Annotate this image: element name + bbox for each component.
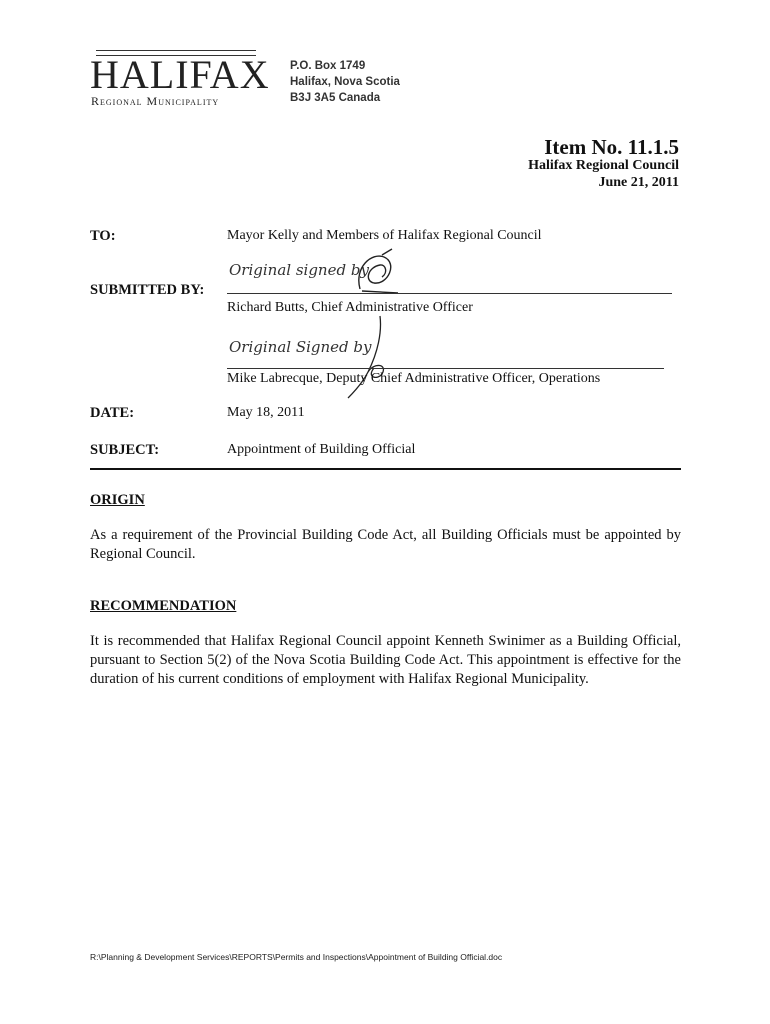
section-divider <box>90 468 681 470</box>
address-line: Halifax, Nova Scotia <box>290 76 400 88</box>
subject-value: Appointment of Building Official <box>227 442 416 457</box>
date-label: DATE: <box>90 405 135 421</box>
signature-line <box>227 368 664 369</box>
item-number: Item No. 11.1.5 <box>544 135 679 159</box>
signature-note: Original Signed by <box>229 338 372 356</box>
signature-note: Original signed by <box>229 261 369 279</box>
submitted-by-label: SUBMITTED BY: <box>90 282 205 298</box>
signature-mark <box>352 247 402 297</box>
file-path-footer: R:\Planning & Development Services\REPORTS\Permits and Inspections\Appointment of Building Official.doc <box>90 952 503 962</box>
submitter-name: Mike Labrecque, Deputy Chief Administrative Officer, Operations <box>227 371 601 386</box>
meeting-date: June 21, 2011 <box>598 175 679 190</box>
origin-text: As a requirement of the Provincial Building Code Act, all Building Officials must be appointed by Regional Council. <box>90 527 681 562</box>
council-name: Halifax Regional Council <box>528 158 679 173</box>
logo-subtitle: Regional Municipality <box>91 94 220 108</box>
to-label: TO: <box>90 228 116 244</box>
address-line: B3J 3A5 Canada <box>290 92 381 104</box>
date-value: May 18, 2011 <box>227 405 305 420</box>
subject-label: SUBJECT: <box>90 442 160 458</box>
recommendation-text: It is recommended that Halifax Regional Council appoint Kenneth Swinimer as a Building Official, pursuant to Section 5(2) of the Nova Scotia Building Code Act. This appointment is effective for the duration of his current conditions of employment with Halifax Regional Municipality. <box>90 633 681 687</box>
signature-mark <box>338 312 398 404</box>
submitter-name: Richard Butts, Chief Administrative Officer <box>227 300 473 315</box>
to-value: Mayor Kelly and Members of Halifax Regional Council <box>227 228 542 243</box>
address-line: P.O. Box 1749 <box>290 60 366 72</box>
signature-line <box>227 293 672 294</box>
recommendation-heading: RECOMMENDATION <box>90 598 237 614</box>
origin-heading: ORIGIN <box>90 492 145 508</box>
address-block <box>290 58 400 106</box>
logo-wordmark: HALIFAX <box>90 52 270 97</box>
